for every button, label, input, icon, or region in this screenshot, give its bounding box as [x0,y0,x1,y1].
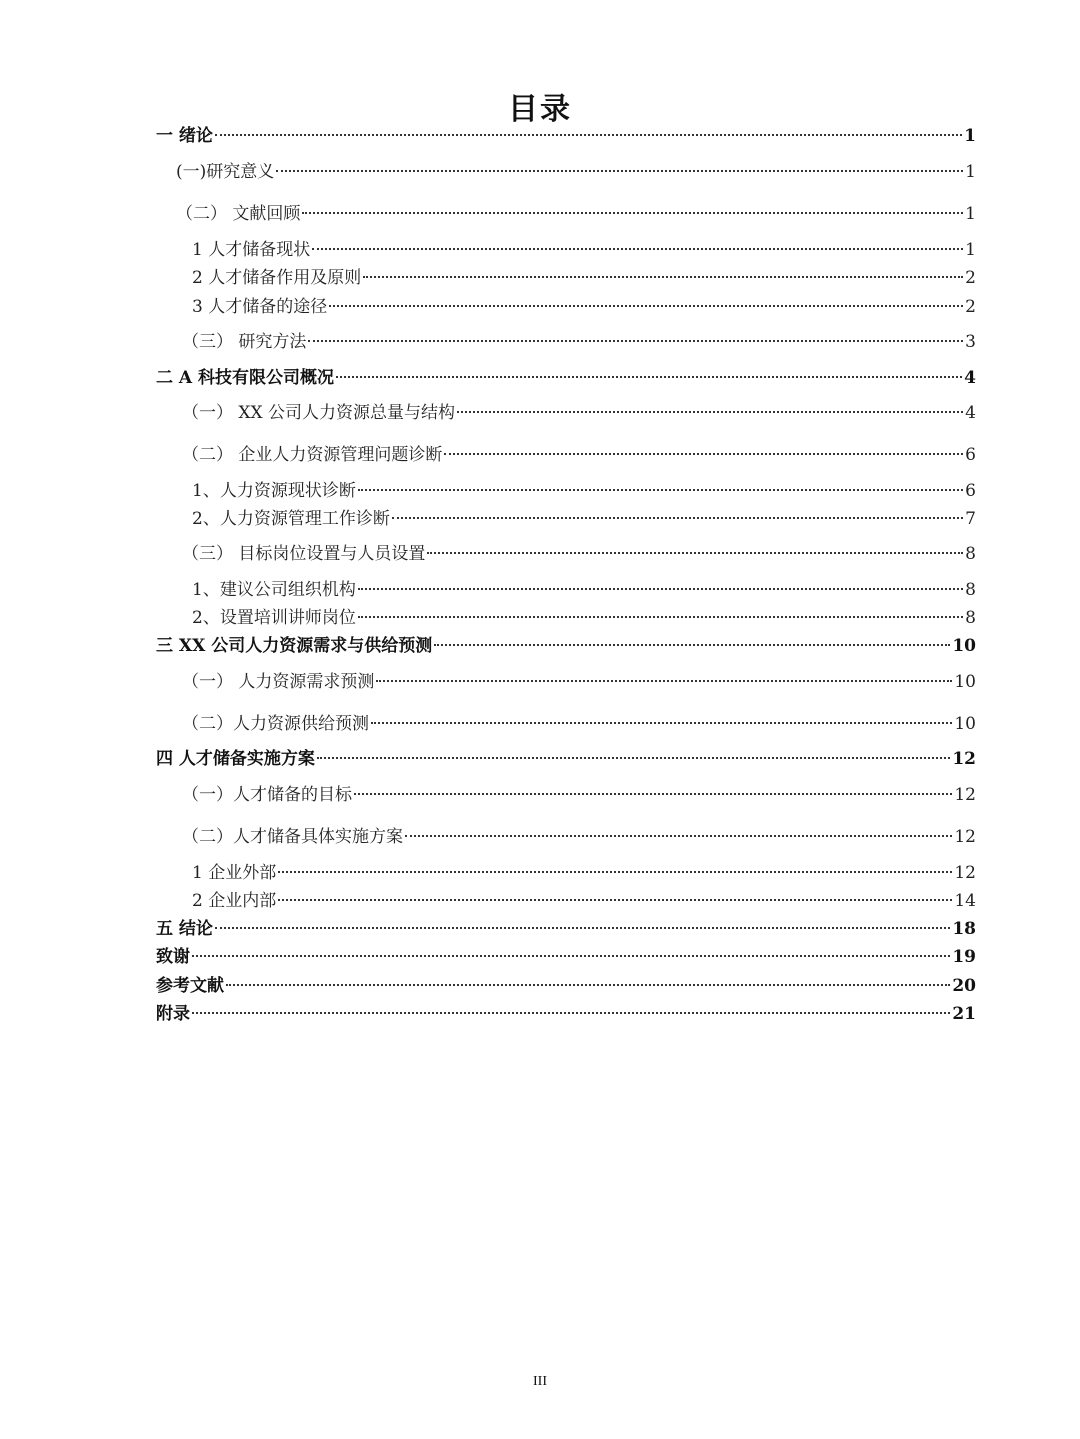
toc-entry-label: （二）人才储备具体实施方案 [182,827,403,847]
toc-entry-page: 8 [965,580,976,600]
toc-entry-page: 7 [965,509,976,529]
toc-entry-label: 附录 [156,1004,190,1024]
toc-entry[interactable] [192,507,976,531]
toc-entry[interactable] [176,202,976,226]
toc-entry-label: 三 XX 公司人力资源需求与供给预测 [156,636,433,656]
toc-entry-page: 1 [965,204,976,224]
toc-entry-page: 21 [952,1004,976,1024]
toc-entry[interactable] [182,712,976,736]
toc-entry-page: 12 [954,863,976,883]
toc-entry-label: （二） 文献回顾 [176,204,301,224]
toc-entry-label: 四 人才储备实施方案 [156,749,315,769]
toc-entry[interactable] [156,747,976,771]
toc-entry-page: 8 [965,544,976,564]
toc-entry-label: 五 结论 [156,919,213,939]
toc-entry[interactable] [182,401,976,425]
toc-entry[interactable] [192,266,976,290]
toc-entry-label: 二 A 科技有限公司概况 [156,368,335,388]
page-number: III [533,1374,547,1389]
toc-entry-page: 12 [954,785,976,805]
toc-entry[interactable] [192,861,976,885]
toc-entry[interactable] [156,974,976,998]
page-title: 目录 [508,92,572,127]
toc-entry-label: (一)研究意义 [176,162,275,182]
toc-entry-page: 2 [965,297,976,317]
toc-entry[interactable] [156,945,976,969]
toc-entry-label: （一） 人力资源需求预测 [182,672,375,692]
toc-entry[interactable] [192,238,976,262]
toc-entry[interactable] [192,606,976,630]
toc-entry-page: 19 [952,947,976,967]
toc-entry-label: （三） 目标岗位设置与人员设置 [182,544,426,564]
toc-entry-page: 4 [965,403,976,423]
toc-entry-label: 2、人力资源管理工作诊断 [192,509,390,529]
toc-entry[interactable] [156,366,976,390]
toc-entry-label: 2 企业内部 [192,891,277,911]
toc-entry-page: 1 [965,240,976,260]
toc-entry[interactable] [192,889,976,913]
toc-entry-page: 12 [952,749,976,769]
toc-entry-label: 1、建议公司组织机构 [192,580,356,600]
toc-entry-page: 4 [964,368,976,388]
toc-entry-page: 6 [965,445,976,465]
toc-entry[interactable] [182,542,976,566]
toc-entry-label: 参考文献 [156,976,224,996]
toc-entry-label: 1 企业外部 [192,863,277,883]
toc-entry-label: （二） 企业人力资源管理问题诊断 [182,445,443,465]
toc-entry-page: 1 [964,126,976,146]
toc-entry-page: 18 [952,919,976,939]
toc-entry-page: 10 [954,672,976,692]
toc-entry[interactable] [182,443,976,467]
toc-entry-page: 14 [954,891,976,911]
toc-entry-page: 10 [952,636,976,656]
toc-entry-label: 3 人才储备的途径 [192,297,328,317]
toc-entry[interactable] [192,479,976,503]
toc-entry-page: 3 [965,332,976,352]
toc-entry-label: 2 人才储备作用及原则 [192,268,362,288]
toc-entry-label: 2、设置培训讲师岗位 [192,608,356,628]
toc-entry-label: （三） 研究方法 [182,332,307,352]
toc-entry-page: 10 [954,714,976,734]
toc-entry[interactable] [182,670,976,694]
toc-entry-label: 一 绪论 [156,126,213,146]
toc-entry[interactable] [156,917,976,941]
toc-entry-label: （一）人才储备的目标 [182,785,352,805]
toc-entry-label: （二）人力资源供给预测 [182,714,369,734]
toc-entry[interactable] [182,330,976,354]
toc-entry-page: 1 [965,162,976,182]
toc-entry[interactable] [176,160,976,184]
toc-entry[interactable] [156,634,976,658]
toc-entry[interactable] [192,295,976,319]
toc-entry[interactable] [182,783,976,807]
toc-entry-label: 1、人力资源现状诊断 [192,481,356,501]
toc-entry[interactable] [156,1002,976,1026]
toc-entry-label: 1 人才储备现状 [192,240,311,260]
toc-entry[interactable] [156,124,976,148]
toc-entry-page: 12 [954,827,976,847]
toc-entry[interactable] [182,825,976,849]
toc-entry-page: 8 [965,608,976,628]
toc-entry-page: 20 [952,976,976,996]
toc-entry[interactable] [192,578,976,602]
toc-entry-label: 致谢 [156,947,190,967]
toc-entry-page: 6 [965,481,976,501]
toc-entry-page: 2 [965,268,976,288]
toc-entry-label: （一） XX 公司人力资源总量与结构 [182,403,456,423]
